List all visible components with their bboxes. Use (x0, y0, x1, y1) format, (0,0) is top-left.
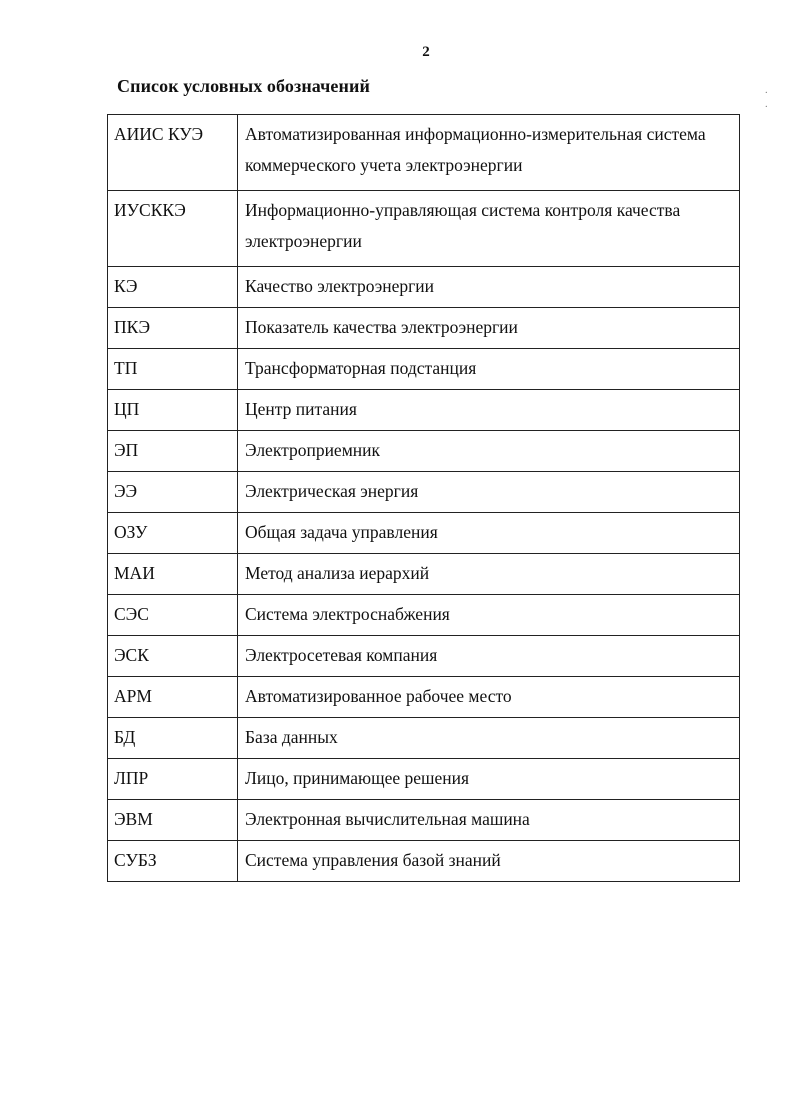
table-row (108, 636, 740, 677)
definition-cell: Электросетевая компания (238, 636, 740, 677)
scan-mark-dot: · (764, 88, 768, 99)
table-row (108, 191, 740, 267)
abbreviation-cell: ЭСК (108, 636, 238, 677)
abbreviation-cell: ЦП (108, 390, 238, 431)
definition-cell: Показатель качества электроэнергии (238, 308, 740, 349)
table-row (108, 431, 740, 472)
definition-cell: Автоматизированная информационно-измерительная система коммерческого учета электроэнергии (238, 115, 740, 191)
table-row (108, 349, 740, 390)
table-row (108, 718, 740, 759)
definition-cell: Общая задача управления (238, 513, 740, 554)
abbreviation-cell: ИУСККЭ (108, 191, 238, 267)
abbreviation-cell: ОЗУ (108, 513, 238, 554)
table-row (108, 759, 740, 800)
abbreviation-cell: ЭВМ (108, 800, 238, 841)
abbreviation-cell: ЭП (108, 431, 238, 472)
definition-cell: Автоматизированное рабочее место (238, 677, 740, 718)
abbreviations-table (107, 114, 740, 882)
abbreviation-cell: МАИ (108, 554, 238, 595)
abbreviation-cell: ТП (108, 349, 238, 390)
abbreviation-cell: СУБЗ (108, 841, 238, 882)
table-row (108, 554, 740, 595)
abbreviation-cell: БД (108, 718, 238, 759)
definition-cell: Информационно-управляющая система контроля качества электроэнергии (238, 191, 740, 267)
table-row (108, 308, 740, 349)
page-title: Список условных обозначений (117, 76, 370, 96)
abbreviation-cell: АРМ (108, 677, 238, 718)
definition-cell: База данных (238, 718, 740, 759)
table-row (108, 800, 740, 841)
definition-cell: Трансформаторная подстанция (238, 349, 740, 390)
table-row (108, 595, 740, 636)
abbreviation-cell: КЭ (108, 267, 238, 308)
definition-cell: Центр питания (238, 390, 740, 431)
definition-cell: Качество электроэнергии (238, 267, 740, 308)
definition-cell: Система управления базой знаний (238, 841, 740, 882)
page-number: 2 (422, 44, 430, 60)
definition-cell: Лицо, принимающее решения (238, 759, 740, 800)
table-row (108, 841, 740, 882)
abbreviation-cell: ЛПР (108, 759, 238, 800)
definition-cell: Метод анализа иерархий (238, 554, 740, 595)
definition-cell: Система электроснабжения (238, 595, 740, 636)
table-row (108, 513, 740, 554)
table-row (108, 390, 740, 431)
definition-cell: Электроприемник (238, 431, 740, 472)
table-row (108, 267, 740, 308)
table-row (108, 115, 740, 191)
abbreviation-cell: АИИС КУЭ (108, 115, 238, 191)
definition-cell: Электрическая энергия (238, 472, 740, 513)
definition-cell: Электронная вычислительная машина (238, 800, 740, 841)
abbreviation-cell: ПКЭ (108, 308, 238, 349)
scan-mark-dot: · (764, 102, 768, 113)
table-row (108, 472, 740, 513)
abbreviation-cell: ЭЭ (108, 472, 238, 513)
abbreviation-cell: СЭС (108, 595, 238, 636)
table-row (108, 677, 740, 718)
